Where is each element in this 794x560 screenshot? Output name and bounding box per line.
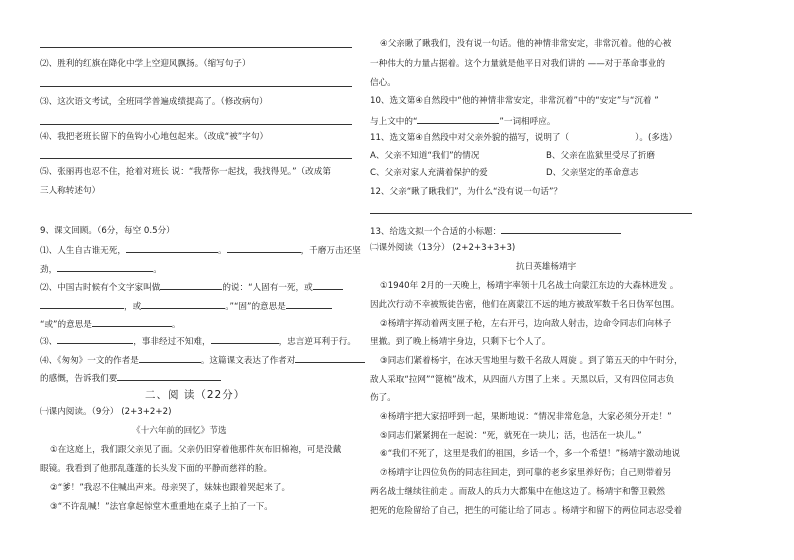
blank[interactable]	[139, 353, 201, 363]
question-5-rewrite: ⑸、张丽再也忍不住，抢着对班长 说：“我帮你一起找，我找得见。”（改成第	[40, 167, 331, 177]
option-a: A、父亲不知道“我们”的情况	[370, 151, 480, 161]
option-b: B、父亲在监狱里受尽了折磨	[546, 151, 656, 161]
recall-line-1: ⑴、人生自古谁无死， 。 ，千磨万击还坚	[40, 243, 361, 257]
passage-2-para: 里撤。到了晚上杨靖宇身边，只剩下七个人了。	[370, 337, 551, 347]
passage-1-para-4: 信心。	[370, 78, 396, 88]
recall-line-3: ⑵、中国古时候有个文字家叫做 的说：“人固有一死，或	[40, 280, 343, 294]
passage-2-para: ③同志们紧着杨宇，在冰天雪地里与数千名敌人周旋 。到了第五天的中午时分，	[380, 356, 683, 366]
question-11: 11、选文第④自然段中对父亲外貌的描写，说明了（ ）。(多选）	[370, 133, 678, 143]
blank[interactable]	[286, 299, 332, 309]
passage-2-para: ⑦杨靖宇让四位负伤的同志往回走，到可靠的老乡家里养好伤；自己则带着另	[380, 468, 672, 478]
blank[interactable]	[211, 334, 279, 344]
passage-2-title: 抗日英雄杨靖宇	[516, 262, 577, 272]
blank[interactable]	[227, 243, 301, 253]
reading-1-label: ㈠课内阅读。（9分） (2+3+2+2)	[40, 407, 172, 417]
passage-2-para: ⑤同志们紧紧拥在一起说：“死，就死在一块儿；活，也活在一块儿。”	[380, 431, 642, 441]
option-c: C、父亲对家人充满着保护的爱	[370, 168, 488, 178]
recall-line-7: ⑷、《匆匆》一文的作者是 。这篇课文表达了作者对	[40, 353, 365, 367]
blank[interactable]	[57, 334, 133, 344]
section-9-title: 9、课文回顾。（6分，每空 0.5分）	[40, 226, 175, 236]
passage-1-para: 眼镜。我看到了他那乱蓬蓬的长头发下面的平静而慈祥的脸。	[40, 464, 273, 474]
passage-2-para: 伤了。	[370, 393, 396, 403]
section-heading-reading: 二、阅 读（22分）	[145, 389, 246, 401]
option-d: D、父亲坚定的革命意志	[546, 168, 639, 178]
answer-line	[40, 86, 352, 87]
passage-2-para: 把死的危险留给了自己，把生的可能让给了同志 。杨靖宇和留下的两位同志忍受着	[370, 506, 683, 516]
passage-1-para: ③“不许乱喊！”法官拿起惊堂木重重地在桌子上拍了一下。	[50, 502, 273, 512]
question-13: 13、给选文拟一个合适的小标题：	[370, 224, 621, 238]
question-3-rewrite: ⑶、这次语文考试，全班同学普遍成绩提高了。（修改病句）	[40, 97, 268, 107]
question-5-rewrite-cont: 三人称转述句）	[40, 186, 101, 196]
question-2-rewrite: ⑵、胜利的红旗在降化中学上空迎风飘扬。（缩写句子）	[40, 59, 251, 69]
recall-line-6: ⑶、 ，事非经过不知难， ，忠言逆耳利于行。	[40, 334, 356, 348]
passage-2-para: ②杨靖宇挥动着两支匣子枪，左右开弓，边向敌人射击，边命令同志们向林子	[380, 319, 672, 329]
passage-2-para: 两名战士继续往前走 。而敌人的兵力大都集中在他这边了。杨靖宇和警卫毅然	[370, 487, 665, 497]
blank[interactable]	[40, 299, 124, 309]
recall-line-8: 的感慨，告诉我们要	[40, 371, 221, 385]
question-10-cont: 与上文中的“ ”一词相呼应。	[370, 114, 555, 128]
question-10: 10、选文第④自然段中“他的神情非常安定，非常沉着”中的“安定”与“沉着 ”	[370, 96, 659, 106]
passage-2-para: ⑥“我们不死了，这里是我们的祖国，乡话一个，多一个希望！”杨靖宇激动地说	[380, 449, 681, 459]
passage-1-title: 《十六年前的回忆》节选	[132, 426, 227, 436]
passage-2-para: ①1940年 2月的一天晚上，杨靖宇率领十几名战士向蒙江东边的大森林进发 。	[380, 281, 679, 291]
passage-2-para: 因此次行动不幸被叛徒告密，他们在离蒙江不远的地方被敌军数千名日伪军包围。	[370, 300, 680, 310]
reading-2-label: ㈡课外阅读（13分） (2+2+3+3+3)	[370, 243, 516, 253]
passage-1-para: ①在这庭上，我们跟父亲见了面。父亲仍旧穿着他那件灰布旧棉袍，可是没戴	[50, 445, 342, 455]
recall-line-4: ，或 。”“固”的意思是	[40, 299, 332, 313]
answer-line	[370, 213, 692, 214]
blank[interactable]	[501, 224, 621, 234]
passage-2-para: 敌人采取“拉网”“篦梳”战术，从四面八方围了上来 。天黑以后，又有四位同志负	[370, 375, 675, 385]
answer-line	[40, 158, 352, 159]
passage-1-para-4: 一种伟大的力量占据着。这个力量就是他平日对我们讲的 ——对于革命事业的	[370, 59, 665, 69]
answer-line	[40, 47, 352, 48]
blank[interactable]	[295, 353, 365, 363]
question-4-rewrite: ⑷、我把老班长留下的鱼钩小心地包起来。（改成“被”字句）	[40, 132, 269, 142]
blank[interactable]	[313, 280, 343, 290]
blank[interactable]	[117, 371, 221, 381]
recall-line-2: 劲， 。	[40, 262, 162, 276]
passage-1-para: ②“爹！”我忍不住喊出声来。母亲哭了，妹妹也跟着哭起来了。	[50, 483, 291, 493]
passage-1-para-4: ④父亲瞅了瞅我们，没有说一句话。他的神情非常安定，非常沉着。他的心被	[380, 39, 672, 49]
blank[interactable]	[92, 317, 172, 327]
passage-2-para: ④杨靖宇把大家招呼到一起，果断地说：“情况非常危急，大家必须分开走！”	[380, 412, 672, 422]
blank[interactable]	[160, 280, 222, 290]
recall-line-5: “或”的意思是 。	[40, 317, 180, 331]
blank[interactable]	[141, 299, 225, 309]
question-12: 12、父亲“瞅了瞅我们”，为什么“没有说一句话”？	[370, 187, 563, 197]
blank[interactable]	[417, 114, 499, 124]
blank[interactable]	[57, 262, 153, 272]
answer-line	[40, 124, 352, 125]
blank[interactable]	[126, 243, 218, 253]
